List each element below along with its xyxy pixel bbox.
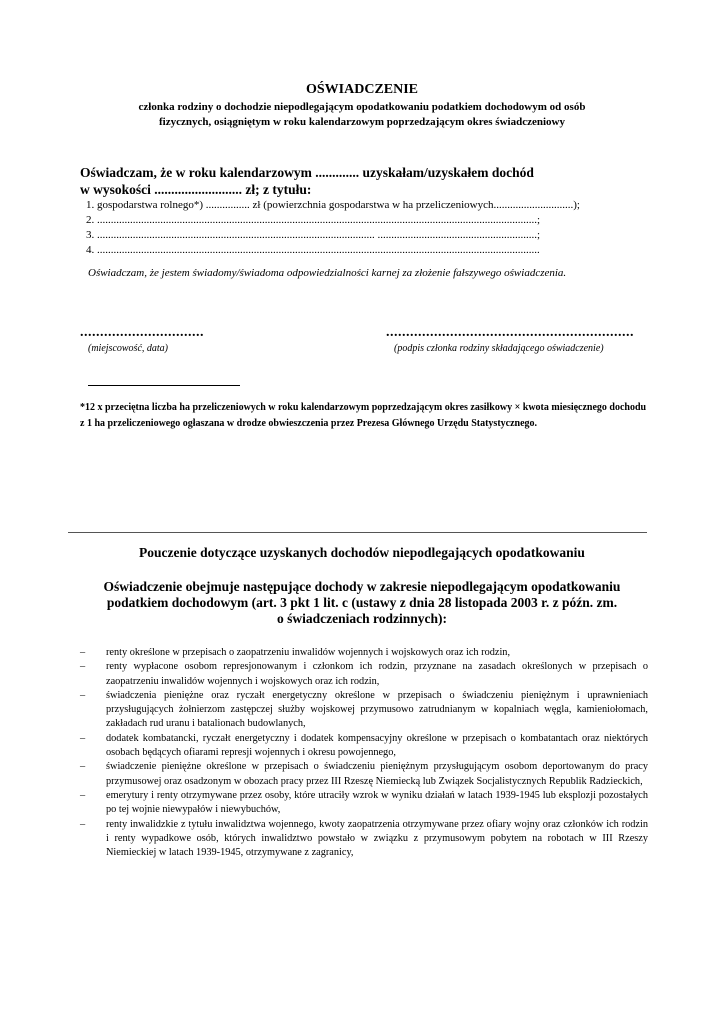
list-item	[80, 689, 648, 732]
income-item-3: 3. ..................................................................................................... ..........................................................;	[86, 229, 541, 241]
signature-label: (podpis członka rodziny składającego oświadczenie)	[394, 343, 604, 354]
list-item	[80, 818, 648, 861]
document-title: OŚWIADCZENIE	[305, 82, 419, 97]
income-item-4: 4. .................................................................................................................................................................	[86, 244, 540, 256]
dash-bullet: –	[80, 732, 86, 744]
declaration-line2: w wysokości .......................... zł; z tytułu:	[80, 182, 312, 197]
income-item-2: 2. ................................................................................................................................................................;	[86, 214, 541, 226]
list-item	[80, 646, 648, 660]
instruction-body-line3: o świadczeniach rodzinnych):	[276, 611, 447, 626]
instruction-body-line2: podatkiem dochodowym (art. 3 pkt 1 lit. c (ustawy z dnia 28 listopada 2003 r. z późn. zm.	[106, 595, 618, 610]
list-item-text: emerytury i renty otrzymywane przez osoby, które utraciły wzrok w wyniku działań w latach 1939-1945 lub eksplozji pozostałych po tej wojnie niewypałów i niewybuchów,	[106, 789, 648, 816]
dash-bullet: –	[80, 818, 86, 830]
income-types-list	[80, 646, 648, 860]
list-item	[80, 789, 648, 818]
list-item	[80, 760, 648, 789]
list-item-text: renty inwalidzkie z tytułu inwalidztwa wojennego, kwoty zaopatrzenia otrzymywane przez ofiary wojny oraz członków ich rodzin i renty wypadkowe osób, których inwalidztwo powstało w związku z przymusowym pobytem na robotach w III Rzeszy Niemieckiej w latach 1939-1945, otrzymywane z zagranicy,	[106, 818, 648, 859]
income-item-1: 1. gospodarstwa rolnego*) ................ zł (powierzchnia gospodarstwa w ha przeliczeniowych.............................);	[86, 199, 580, 211]
list-item-text: renty wypłacone osobom represjonowanym i członkom ich rodzin, przyznane na zasadach określonych w przepisach o zaopatrzeniu inwalidów wojennych i wojskowych oraz ich rodzin,	[106, 661, 648, 687]
list-item	[80, 660, 648, 689]
dash-bullet: –	[80, 689, 86, 701]
dash-bullet: –	[80, 647, 86, 658]
list-item-text: renty określone w przepisach o zaopatrzeniu inwalidów wojennych i wojskowych oraz ich rodzin,	[106, 647, 511, 658]
document-subtitle-line2: fizycznych, osiągniętym w roku kalendarzowym poprzedzającym okres świadczeniowy	[159, 116, 565, 128]
dash-bullet: –	[80, 761, 86, 773]
awareness-statement: Oświadczam, że jestem świadomy/świadoma odpowiedzialności karnej za złożenie fałszywego oświadczenia.	[88, 267, 567, 279]
signature-field: ..............................................................	[386, 325, 634, 340]
footnote-divider	[88, 385, 240, 386]
list-item-text: świadczenie pieniężne określone w przepisach o świadczeniu pieniężnym przysługującym osobom deportowanym do pracy przymusowej oraz osadzonym w obozach pracy przez III Rzeszę Niemiecką lub Związek Socjalistycznych Republik Radzieckich,	[106, 761, 648, 787]
list-item	[80, 732, 648, 761]
declaration-line1: Oświadczam, że w roku kalendarzowym ............. uzyskałam/uzyskałem dochód	[80, 165, 534, 180]
place-date-field: ...............................	[80, 325, 204, 340]
list-item-text: dodatek kombatancki, ryczałt energetyczny i dodatek kompensacyjny określone w przepisach o kombatantach oraz niektórych osobach będących ofiarami represji wojennych i okresu powojennego,	[106, 732, 648, 759]
document-subtitle-line1: członka rodziny o dochodzie niepodlegającym opodatkowaniu podatkiem dochodowym od osób	[138, 101, 586, 113]
instruction-body	[0, 579, 724, 627]
section-divider	[68, 532, 647, 533]
footnote-text: *12 x przeciętna liczba ha przeliczeniowych w roku kalendarzowym poprzedzającym okres zasiłkowy × kwota miesięcznego dochodu z 1 ha przeliczeniowego ogłaszana w drodze obwieszczenia przez Prezesa Głównego Urzędu Statystycznego.	[80, 402, 647, 429]
instruction-title: Pouczenie dotyczące uzyskanych dochodów niepodlegających opodatkowaniu	[139, 545, 585, 560]
instruction-body-line1: Oświadczenie obejmuje następujące dochody w zakresie niepodlegającym opodatkowaniu	[103, 579, 621, 594]
dash-bullet: –	[80, 661, 86, 673]
dash-bullet: –	[80, 789, 86, 801]
place-date-label: (miejscowość, data)	[88, 343, 168, 354]
list-item-text: świadczenia pieniężne oraz ryczałt energetyczny określone w przepisach o świadczeniu pieniężnym i uprawnieniach przysługujących żołnierzom zastępczej służby wojskowej przymusowo zatrudnianym w kopalniach węgla, kamieniołomach, zakładach rud uranu i batalionach budowlanych,	[106, 689, 648, 730]
